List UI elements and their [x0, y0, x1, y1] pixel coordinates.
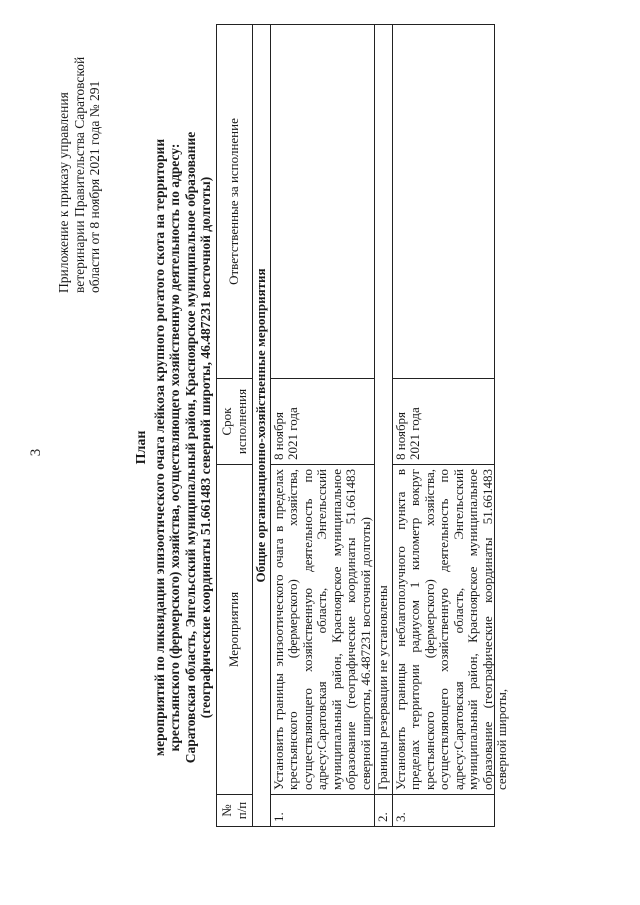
section-row [253, 25, 271, 827]
row-number: 2. [375, 795, 393, 827]
table-row [270, 25, 375, 827]
heading-line: мероприятий по ликвидации эпизоотического очага лейкоза крупного рогатого скота на территории [151, 138, 167, 757]
row-number: 1. [270, 795, 375, 827]
section-title: Общие организационно-хозяйственные мероприятия [253, 25, 271, 827]
row-deadline [270, 379, 375, 465]
row-measure: Установить границы эпизоотического очага в пределах крестьянского (фермерского) хозяйства, осуществляющего хозяйственную деятельность по адресу:Саратовская область, Энгельсский муниципальный район, Красноярское муниципальное образование (географические координаты 51.661483 северной широты, 46.487231 восточной долготы) [270, 465, 375, 795]
heading-line: крестьянского (фермерского) хозяйства, осуществляющего хозяйственную деятельность по адресу: [167, 143, 182, 752]
appendix-line: ветеринарии Правительства Саратовской [71, 56, 87, 293]
document-heading [134, 75, 214, 820]
row-responsible [270, 25, 375, 379]
row-responsible [392, 25, 494, 379]
header-deadline: Срок исполнения [217, 379, 253, 465]
row-measure: Установить границы неблагополучного пункта в пределах территории радиусом 1 километр вокруг крестьянского (фермерского) хозяйства, осуществляющего хозяйственную деятельность по адресу:Саратовская область, Энгельсский муниципальный район, Красноярское муниципальное образование (географические координаты 51.661483 северной широты, [392, 469, 509, 790]
deadline-year: 2021 года [407, 407, 422, 460]
deadline-day: 8 ноября [270, 411, 286, 460]
appendix-line: области от 8 ноября 2021 года № 291 [87, 80, 102, 293]
header-measure: Мероприятия [217, 465, 253, 795]
heading-line: Саратовская область, Энгельсский муниципальный район, Красноярское муниципальное образование [182, 131, 198, 764]
table-header-row [217, 25, 253, 827]
row-deadline [392, 379, 494, 465]
appendix-note [56, 41, 103, 293]
row-measure-cell [392, 465, 509, 795]
heading-line: (географические координаты 51.661483 северной широты, 46.487231 восточной долготы) [198, 176, 213, 719]
appendix-line: Приложение к приказу управления [56, 92, 71, 293]
table-row [392, 25, 494, 827]
header-responsible: Ответственные за исполнение [217, 25, 253, 379]
header-num: № п/п [217, 795, 253, 827]
deadline-year: 2021 года [285, 407, 300, 460]
row-measure: Границы резервации не установлены [375, 25, 393, 795]
plan-table [216, 24, 509, 827]
page-number: 3 [28, 448, 44, 457]
table-row [375, 25, 393, 827]
heading-title: План [134, 430, 149, 465]
row-number: 3. [392, 795, 494, 827]
deadline-day: 8 ноября [392, 411, 408, 460]
